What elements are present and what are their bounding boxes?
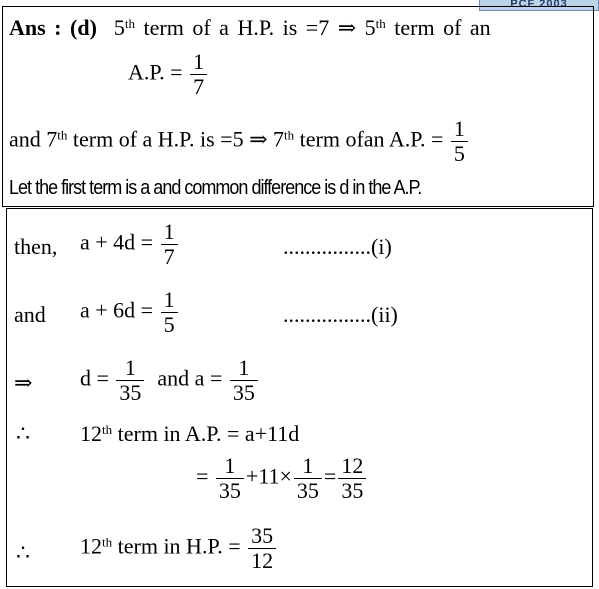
twelfth-term-ap xyxy=(80,421,299,447)
text: 5 xyxy=(113,15,125,40)
text: term in H.P. = xyxy=(112,533,241,559)
source-tag: PCF 2003 xyxy=(479,0,599,11)
denominator: 35 xyxy=(216,478,244,503)
numerator: 1 xyxy=(453,116,465,141)
fraction xyxy=(451,117,468,166)
assumption-line: Let the first term is a and common difference is d in the A.P. xyxy=(9,177,422,199)
text: = xyxy=(196,463,209,489)
numerator: 1 xyxy=(193,49,205,74)
text: A.P. = xyxy=(128,59,183,85)
equation-ref-2: ................(ii) xyxy=(283,302,398,327)
superscript: th xyxy=(375,16,386,31)
therefore-symbol: ∴ xyxy=(16,421,30,446)
fraction xyxy=(230,356,258,405)
superscript: th xyxy=(284,127,295,143)
text: a + 6d = xyxy=(80,297,154,323)
denominator: 35 xyxy=(294,478,322,503)
fraction xyxy=(338,454,366,503)
text: a + 4d = xyxy=(80,229,154,255)
answer-label: Ans : (d) xyxy=(9,15,97,40)
superscript: th xyxy=(102,422,113,437)
row-label: then, xyxy=(14,234,58,259)
fraction xyxy=(216,454,244,503)
denominator: 35 xyxy=(116,380,144,405)
denominator: 7 xyxy=(161,244,178,269)
solution-d-a xyxy=(80,356,260,405)
text: 12 xyxy=(80,533,102,559)
therefore-symbol: ∴ xyxy=(16,540,30,565)
fraction xyxy=(190,50,207,99)
twelfth-term-hp xyxy=(80,524,278,573)
denominator: 35 xyxy=(230,380,258,405)
implies-symbol: ⇒ xyxy=(14,370,33,395)
equation-2 xyxy=(80,288,180,337)
denominator: 5 xyxy=(161,312,178,337)
text: d = xyxy=(80,365,109,391)
numerator: 1 xyxy=(163,219,175,244)
text: term of a H.P. is =5 ⇒ 7 xyxy=(67,126,284,152)
denominator: 7 xyxy=(190,74,207,99)
text: and 7 xyxy=(9,126,58,152)
text: term of an xyxy=(385,15,491,40)
fraction xyxy=(248,524,276,573)
denominator: 12 xyxy=(248,548,276,573)
superscript: th xyxy=(57,127,68,143)
fraction xyxy=(161,288,178,337)
row-label: and xyxy=(14,302,46,327)
numerator: 1 xyxy=(163,287,175,312)
fraction xyxy=(161,220,178,269)
text: +11× xyxy=(245,463,292,489)
answer-line-3 xyxy=(9,117,470,166)
answer-line-2 xyxy=(128,50,209,99)
numerator: 1 xyxy=(238,355,250,380)
denominator: 5 xyxy=(451,141,468,166)
fraction xyxy=(116,356,144,405)
text: and a = xyxy=(157,365,223,391)
text: term ofan A.P. = xyxy=(294,126,444,152)
superscript: th xyxy=(124,16,136,31)
twelfth-term-calc xyxy=(196,454,368,503)
superscript: th xyxy=(102,534,113,550)
text: 12 xyxy=(80,421,102,446)
text: = xyxy=(323,463,337,489)
text: term of a H.P. is =7 ⇒ 5 xyxy=(135,15,376,40)
fraction xyxy=(294,454,322,503)
denominator: 35 xyxy=(338,478,366,503)
numerator: 1 xyxy=(224,453,236,478)
numerator: 1 xyxy=(302,453,314,478)
text: term in A.P. = a+11d xyxy=(112,421,300,446)
numerator: 1 xyxy=(124,355,136,380)
equation-ref-1: ................(i) xyxy=(283,234,392,259)
numerator: 35 xyxy=(251,523,274,548)
answer-line-1 xyxy=(9,15,491,41)
numerator: 12 xyxy=(341,453,364,478)
equation-1 xyxy=(80,220,180,269)
